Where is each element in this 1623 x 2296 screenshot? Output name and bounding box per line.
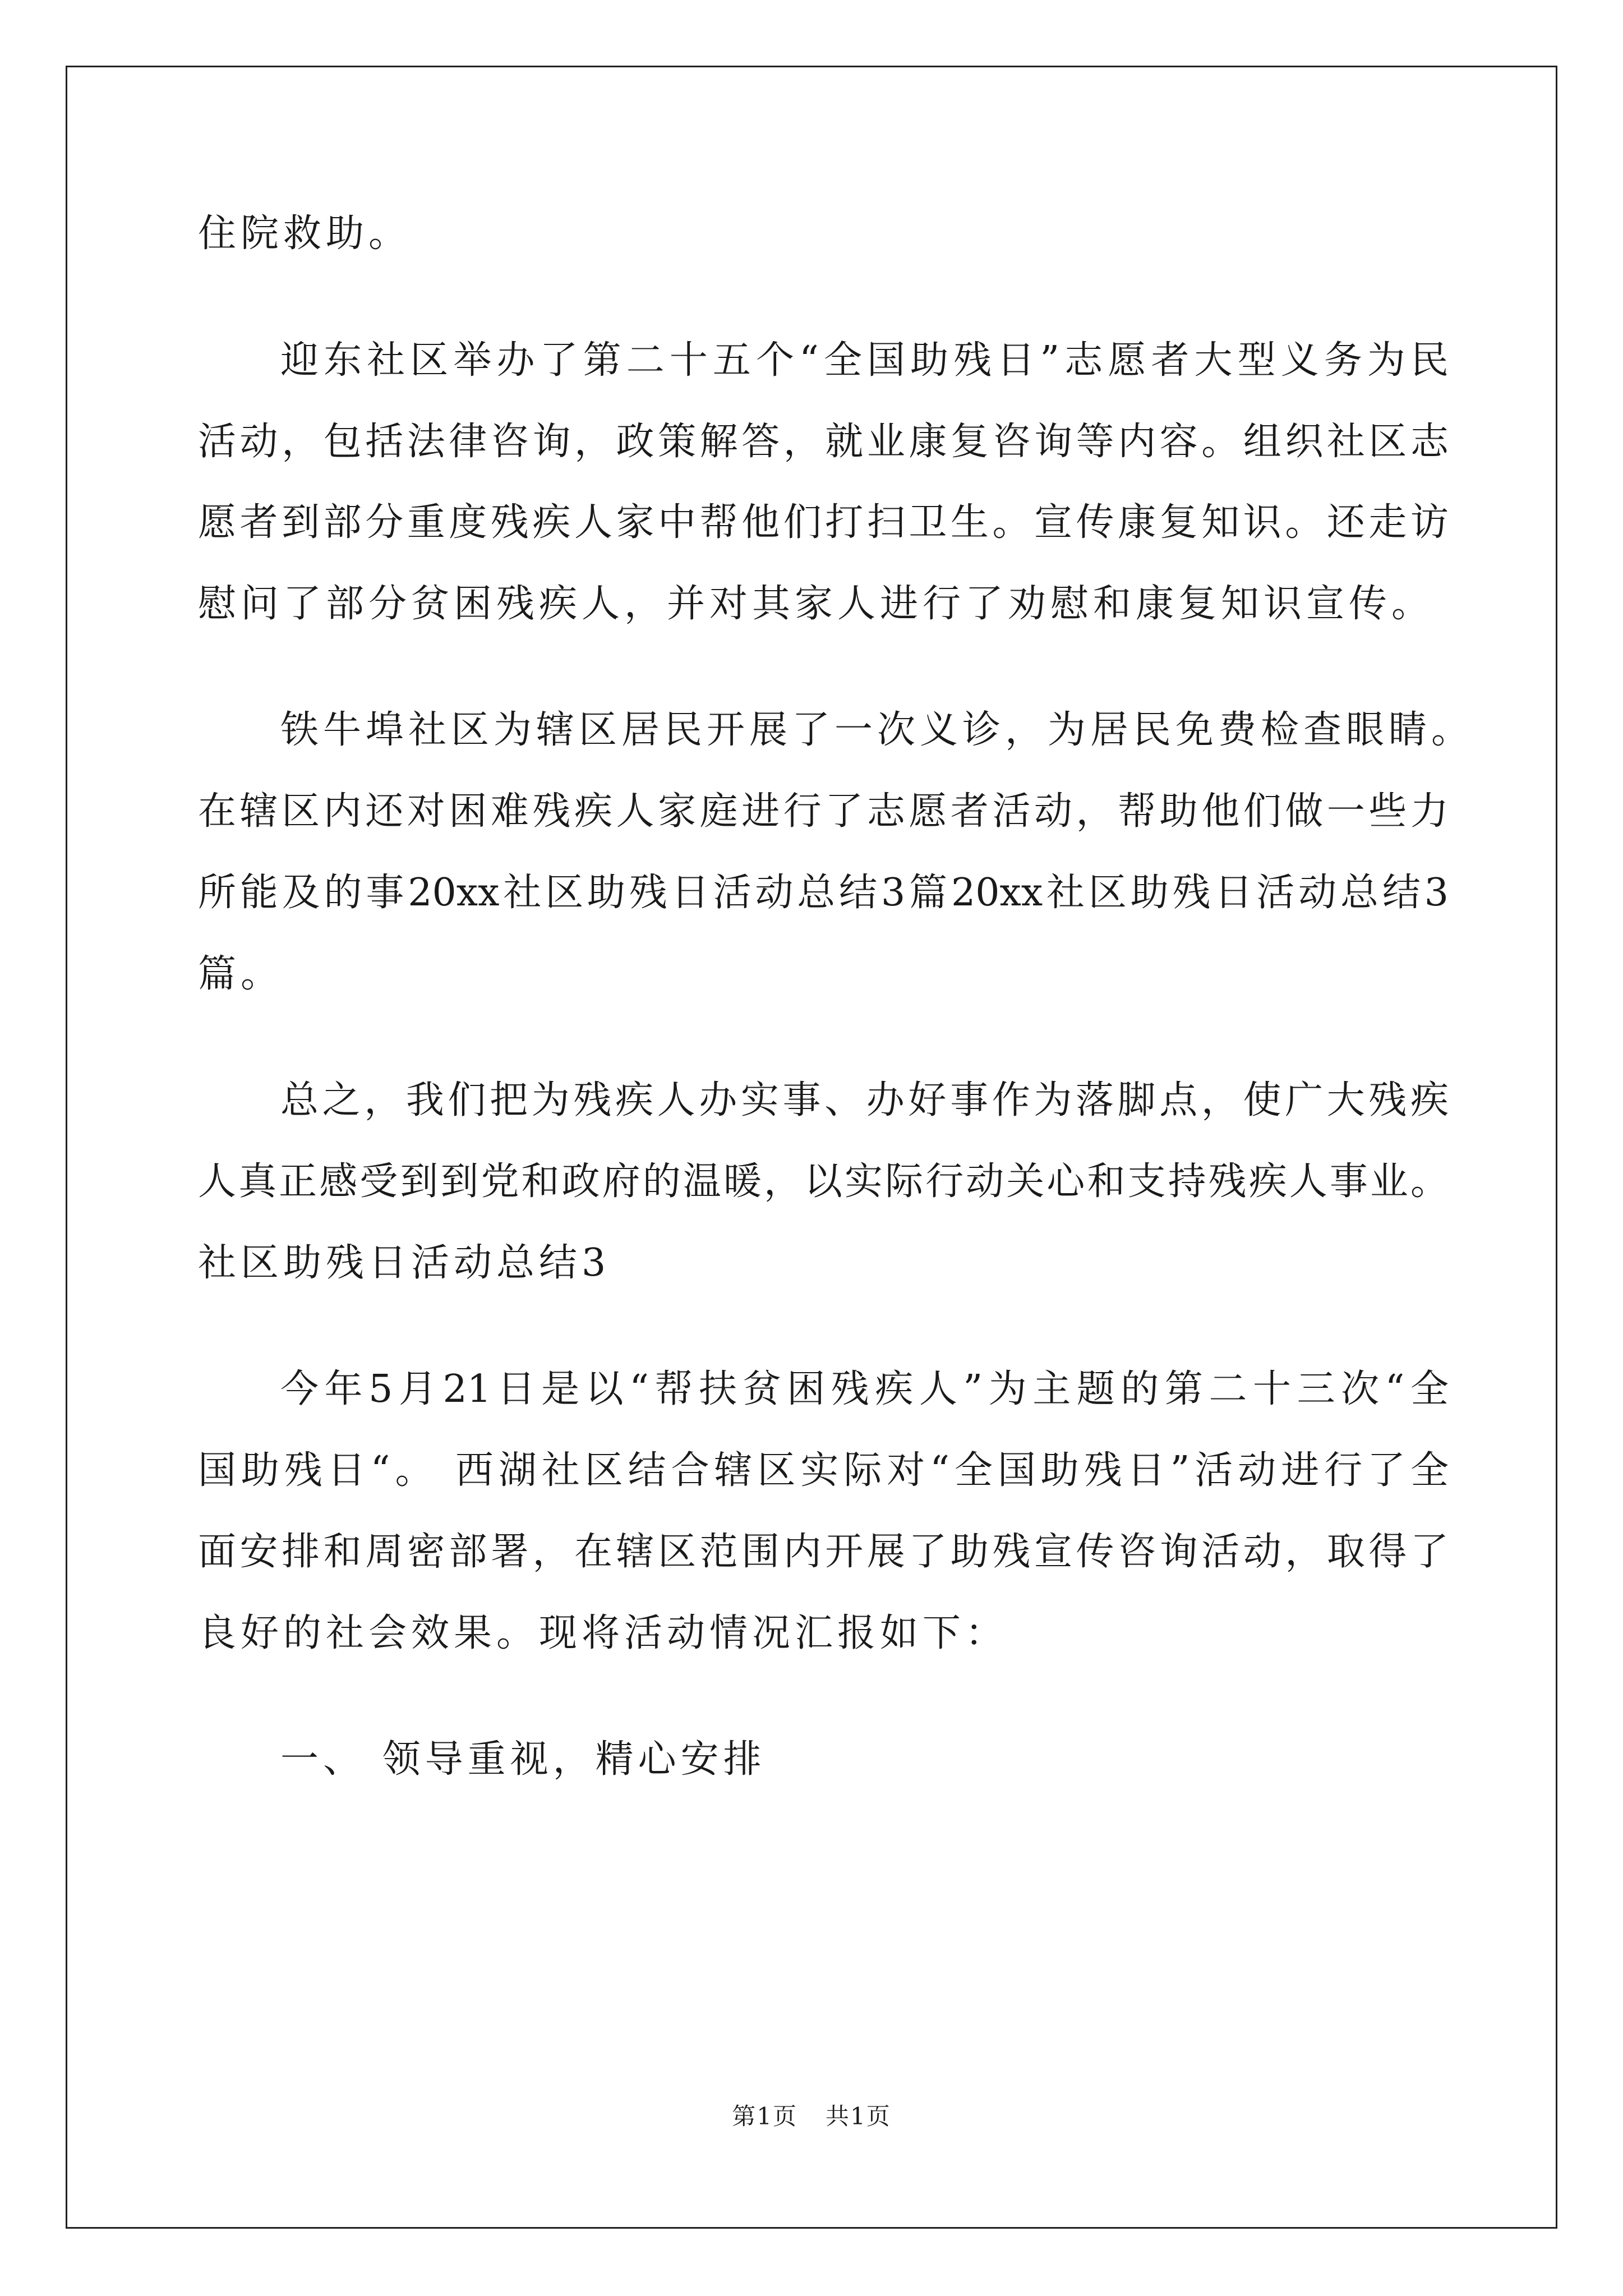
text-line: 所能及的事20xx社区助残日活动总结3篇20xx社区助残日活动总结3	[198, 871, 1449, 915]
page-number-current: 第1页	[732, 2102, 797, 2130]
paragraph-start-line: 迎东社区举办了第二十五个“全国助残日”志愿者大型义务为民	[280, 338, 1449, 383]
section-heading: 社区助残日活动总结3	[198, 1241, 611, 1285]
text-line: 人真正感受到到党和政府的温暖，以实际行动关心和支持残疾人事业。	[198, 1159, 1449, 1204]
paragraph-start-line: 总之，我们把为残疾人办实事、办好事作为落脚点，使广大残疾	[280, 1078, 1449, 1122]
text-line: 住院救助。	[198, 211, 412, 256]
text-line: 篇。	[198, 952, 284, 996]
text-line: 活动，包括法律咨询，政策解答，就业康复咨询等内容。组织社区志	[198, 420, 1449, 464]
text-line: 在辖区内还对困难残疾人家庭进行了志愿者活动，帮助他们做一些力	[198, 789, 1449, 834]
text-line: 愿者到部分重度残疾人家中帮他们打扫卫生。宣传康复知识。还走访	[198, 500, 1449, 545]
text-line: 慰问了部分贫困残疾人，并对其家人进行了劝慰和康复知识宣传。	[198, 582, 1435, 626]
text-line: 国助残日“。 西湖社区结合辖区实际对“全国助残日”活动进行了全	[198, 1448, 1449, 1493]
subsection-heading: 一、 领导重视，精心安排	[280, 1737, 766, 1782]
paragraph-start-line: 铁牛埠社区为辖区居民开展了一次义诊，为居民免费检查眼睛。	[280, 708, 1474, 752]
text-line: 面安排和周密部署，在辖区范围内开展了助残宣传咨询活动，取得了	[198, 1530, 1449, 1574]
page-footer	[0, 2102, 1623, 2131]
text-line: 良好的社会效果。现将活动情况汇报如下：	[198, 1611, 1008, 1655]
page-number-total: 共1页	[826, 2102, 891, 2130]
page-border	[66, 66, 1557, 2229]
paragraph-start-line: 今年5月21日是以“帮扶贫困残疾人”为主题的第二十三次“全	[280, 1367, 1449, 1411]
